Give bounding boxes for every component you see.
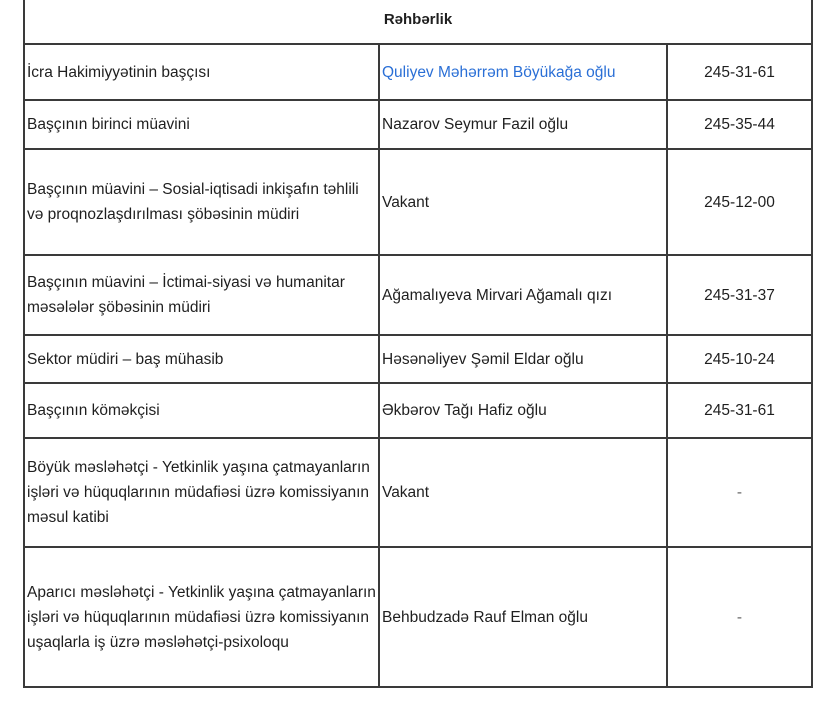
person-link[interactable]: Quliyev Məhərrəm Böyükağa oğlu <box>382 63 616 81</box>
name-cell <box>379 44 667 100</box>
table-header: Rəhbərlik <box>24 0 812 44</box>
position-cell: Başçının birinci müavini <box>24 100 379 149</box>
position-cell: Başçının müavini – İctimai-siyasi və humanitar məsələlər şöbəsinin müdiri <box>24 255 379 335</box>
leadership-table <box>23 0 813 688</box>
name-cell: Həsənəliyev Şəmil Eldar oğlu <box>379 335 667 383</box>
phone-cell: 245-10-24 <box>667 335 812 383</box>
name-cell: Vakant <box>379 438 667 547</box>
phone-cell: 245-12-00 <box>667 149 812 255</box>
table-row <box>24 255 812 335</box>
position-cell: İcra Hakimiyyətinin başçısı <box>24 44 379 100</box>
position-cell: Başçının köməkçisi <box>24 383 379 438</box>
name-cell: Əkbərov Tağı Hafiz oğlu <box>379 383 667 438</box>
position-cell: Sektor müdiri – baş mühasib <box>24 335 379 383</box>
table-row <box>24 149 812 255</box>
phone-cell: 245-35-44 <box>667 100 812 149</box>
phone-cell: - <box>667 547 812 687</box>
phone-cell: 245-31-61 <box>667 44 812 100</box>
name-cell: Nazarov Seymur Fazil oğlu <box>379 100 667 149</box>
position-cell: Böyük məsləhətçi - Yetkinlik yaşına çatmayanların işləri və hüquqlarının müdafiəsi üzrə komissiyanın məsul katibi <box>24 438 379 547</box>
table-row <box>24 547 812 687</box>
table-row <box>24 44 812 100</box>
name-cell: Behbudzadə Rauf Elman oğlu <box>379 547 667 687</box>
table-header-row <box>24 0 812 44</box>
position-cell: Aparıcı məsləhətçi - Yetkinlik yaşına çatmayanların işləri və hüquqlarının müdafiəsi üzrə komissiyanın uşaqlarla iş üzrə məsləhətçi-psixoloqu <box>24 547 379 687</box>
table-row <box>24 438 812 547</box>
name-cell: Ağamalıyeva Mirvari Ağamalı qızı <box>379 255 667 335</box>
table-row <box>24 335 812 383</box>
table-row <box>24 100 812 149</box>
phone-cell: 245-31-37 <box>667 255 812 335</box>
name-cell: Vakant <box>379 149 667 255</box>
phone-cell: 245-31-61 <box>667 383 812 438</box>
table-row <box>24 383 812 438</box>
phone-cell: - <box>667 438 812 547</box>
position-cell: Başçının müavini – Sosial-iqtisadi inkişafın təhlili və proqnozlaşdırılması şöbəsinin müdiri <box>24 149 379 255</box>
